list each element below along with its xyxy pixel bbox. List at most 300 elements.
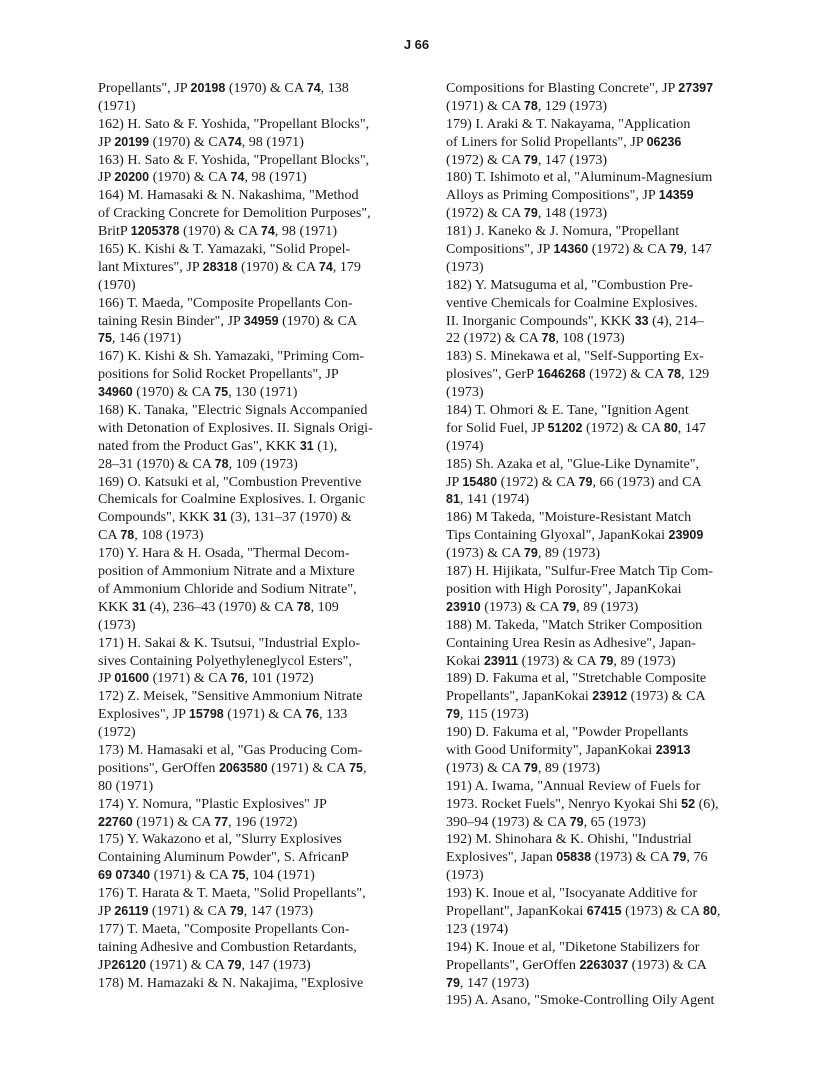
reference-line <box>446 814 738 832</box>
text-run: , 148 (1973) <box>537 205 608 222</box>
text-run: (1971) & CA <box>223 706 306 723</box>
text-run: (1973) & CA <box>446 545 524 562</box>
reference-line <box>446 259 738 277</box>
reference-line <box>446 509 738 527</box>
reference-line <box>98 903 390 921</box>
text-run: , 129 <box>680 366 710 383</box>
reference-line <box>98 366 390 384</box>
reference-line <box>98 742 390 760</box>
text-run: , 89 (1973) <box>537 545 601 562</box>
reference-line <box>98 778 390 796</box>
reference-line <box>446 706 738 724</box>
reference-line <box>98 474 390 492</box>
reference-line <box>98 134 390 152</box>
bold-number: 22760 <box>98 814 133 829</box>
text-run: , 147 <box>677 419 706 436</box>
bold-number: 79 <box>229 903 244 918</box>
text-run: taining Resin Binder", JP <box>98 312 244 329</box>
bold-number: 06236 <box>646 134 682 149</box>
bold-number: 23911 <box>483 653 519 668</box>
text-run: 80 (1971) <box>98 777 154 794</box>
bold-number: 1205378 <box>130 224 180 239</box>
reference-line <box>446 80 738 98</box>
text-run: , 196 (1972) <box>228 813 298 830</box>
text-run: 178) M. Hamazaki & N. Nakajima, "Explosive <box>98 974 364 991</box>
reference-line <box>98 241 390 259</box>
text-run: plosives", GerP <box>446 366 537 383</box>
text-run: Chemicals for Coalmine Explosives. I. Organic <box>98 491 366 508</box>
bold-number: 78 <box>120 528 135 543</box>
text-run: , 147 <box>683 241 712 258</box>
reference-line <box>446 939 738 957</box>
bold-number: 14360 <box>553 242 589 257</box>
reference-line <box>446 760 738 778</box>
reference-line <box>98 438 390 456</box>
reference-line <box>98 706 390 724</box>
reference-line <box>446 169 738 187</box>
bold-number: 20198 <box>190 81 226 95</box>
reference-line <box>446 330 738 348</box>
text-run: of Cracking Concrete for Demolition Purposes", <box>98 205 371 222</box>
text-run: , 138 <box>320 80 349 96</box>
text-run: 170) Y. Hara & H. Osada, "Thermal Decom- <box>98 545 350 562</box>
reference-line <box>446 491 738 509</box>
text-run: Containing Aluminum Powder", S. AfricanP <box>98 849 349 866</box>
text-run: 185) Sh. Azaka et al, "Glue-Like Dynamite", <box>446 455 699 472</box>
reference-line <box>446 313 738 331</box>
text-run: with Detonation of Explosives. II. Signals Origi- <box>98 419 373 436</box>
reference-line <box>98 456 390 474</box>
text-run: (1971) & CA <box>267 759 350 776</box>
text-run: 22 (1972) & CA <box>446 330 542 347</box>
text-run: (1972) & CA <box>585 366 668 383</box>
reference-line <box>446 98 738 116</box>
text-run: 28–31 (1970) & CA <box>98 455 215 472</box>
text-run: , <box>362 759 367 776</box>
text-run: 190) D. Fakuma et al, "Powder Propellants <box>446 724 689 741</box>
text-run: , 147 (1973) <box>243 902 314 919</box>
text-run: (1970) & CA <box>132 384 215 401</box>
text-run: 175) Y. Wakazono et al, "Slurry Explosives <box>98 831 342 848</box>
text-run: (1973) & CA <box>627 688 706 705</box>
reference-line <box>98 867 390 885</box>
text-run: 163) H. Sato & F. Yoshida, "Propellant Blocks", <box>98 151 370 168</box>
reference-line <box>98 313 390 331</box>
bold-number: 67415 <box>586 903 622 918</box>
bold-number: 75 <box>231 868 246 883</box>
bold-number: 79 <box>672 850 687 865</box>
text-run: Explosives", JP <box>98 706 189 723</box>
reference-line <box>446 635 738 653</box>
text-run: with Good Uniformity", JapanKokai <box>446 741 656 758</box>
text-run: 193) K. Inoue et al, "Isocyanate Additive for <box>446 885 698 902</box>
reference-line <box>98 420 390 438</box>
text-run: 177) T. Maeta, "Composite Propellants Con- <box>98 920 350 937</box>
bold-number: 80 <box>663 420 678 435</box>
reference-line <box>446 438 738 456</box>
text-run: sives Containing Polyethyleneglycol Esters", <box>98 652 352 669</box>
reference-line <box>98 724 390 742</box>
text-run: Compositions for Blasting Concrete", JP <box>446 80 679 96</box>
text-run: , 89 (1973) <box>576 598 639 615</box>
text-run: (1970) & CA <box>237 258 319 275</box>
reference-line <box>446 688 738 706</box>
reference-line <box>446 581 738 599</box>
bold-number: 2263037 <box>579 957 629 972</box>
bold-number: 75 <box>98 331 112 346</box>
text-run: (1973) & CA <box>621 902 703 919</box>
bold-number: 31 <box>299 438 314 453</box>
text-run: , 147 (1973) <box>537 151 608 168</box>
reference-line <box>446 992 738 1010</box>
bold-number: 79 <box>446 975 460 990</box>
text-run: (1), <box>313 437 338 454</box>
text-run: 179) I. Araki & T. Nakayama, "Application <box>446 115 691 132</box>
text-run: 192) M. Shinohara & K. Ohishi, "Industrial <box>446 831 692 848</box>
bold-number: 69 07340 <box>98 868 151 883</box>
text-run: ventive Chemicals for Coalmine Explosives. <box>446 294 698 311</box>
reference-line <box>98 581 390 599</box>
reference-line <box>98 169 390 187</box>
text-run: 172) Z. Meisek, "Sensitive Ammonium Nitrate <box>98 688 363 705</box>
text-run: Propellants", JP <box>98 80 191 96</box>
text-run: 164) M. Hamasaki & N. Nakashima, "Method <box>98 187 359 204</box>
reference-line <box>446 796 738 814</box>
text-run: , 130 (1971) <box>228 384 298 401</box>
text-run: , 109 (1973) <box>228 455 298 472</box>
text-run: Explosives", Japan <box>446 849 557 866</box>
text-run: 188) M. Takeda, "Match Striker Composition <box>446 616 703 633</box>
text-run: , 89 (1973) <box>613 652 676 669</box>
text-run: , 66 (1973) and CA <box>592 473 702 490</box>
text-run: taining Adhesive and Combustion Retardants, <box>98 938 357 955</box>
text-run: 187) H. Hijikata, "Sulfur-Free Match Tip Com- <box>446 563 713 580</box>
reference-line <box>446 384 738 402</box>
text-run: lant Mixtures", JP <box>98 258 203 275</box>
reference-line <box>446 617 738 635</box>
right-column <box>446 80 738 1010</box>
text-run: position with High Porosity", JapanKokai <box>446 580 682 597</box>
reference-line <box>98 330 390 348</box>
text-run: 184) T. Ohmori & E. Tane, "Ignition Agent <box>446 402 689 419</box>
text-run: (1973) & CA <box>480 598 563 615</box>
reference-line <box>98 885 390 903</box>
text-run: Tips Containing Glyoxal", JapanKokai <box>446 527 669 544</box>
text-run: 162) H. Sato & F. Yoshida, "Propellant Blocks", <box>98 115 370 132</box>
text-run: (1972) & CA <box>446 151 524 168</box>
reference-line <box>446 653 738 671</box>
reference-line <box>98 259 390 277</box>
text-run: position of Ammonium Nitrate and a Mixture <box>98 563 355 580</box>
bold-number: 31 <box>213 510 227 525</box>
bold-number: 52 <box>681 796 696 811</box>
bold-number: 20200 <box>114 170 150 185</box>
bold-number: 77 <box>214 814 229 829</box>
reference-line <box>98 402 390 420</box>
reference-line <box>446 241 738 259</box>
bold-number: 74 <box>318 259 333 274</box>
reference-line <box>446 295 738 313</box>
bold-number: 79 <box>523 546 538 561</box>
text-run: 165) K. Kishi & T. Yamazaki, "Solid Propel- <box>98 241 351 258</box>
reference-line <box>98 975 390 993</box>
text-run: (1973) & CA <box>518 652 600 669</box>
text-run: , 98 (1971) <box>274 223 338 240</box>
bold-number: 20199 <box>114 134 150 149</box>
text-run: Containing Urea Resin as Adhesive", Japan- <box>446 634 696 651</box>
bold-number: 79 <box>227 957 242 972</box>
reference-line <box>98 116 390 134</box>
text-run: Propellants", GerOffen <box>446 956 580 973</box>
reference-line <box>446 205 738 223</box>
text-run: (1974) <box>446 437 484 454</box>
bold-number: 27397 <box>678 81 714 95</box>
reference-line <box>446 474 738 492</box>
text-run: (1970) & CA <box>149 169 231 186</box>
text-run: (1973) <box>446 867 484 884</box>
reference-line <box>98 384 390 402</box>
reference-line <box>446 134 738 152</box>
bold-number: 26119 <box>114 903 149 918</box>
text-run: (1970) & CA <box>179 223 261 240</box>
bold-number: 15798 <box>188 707 224 722</box>
text-run: 123 (1974) <box>446 920 509 937</box>
reference-line <box>446 975 738 993</box>
bold-number: 81 <box>446 492 460 507</box>
text-run: (4), 236–43 (1970) & CA <box>145 598 297 615</box>
reference-line <box>446 778 738 796</box>
reference-line <box>446 223 738 241</box>
text-run: , 147 (1973) <box>241 956 311 973</box>
text-run: (1973) <box>98 616 136 633</box>
text-run: Kokai <box>446 652 484 669</box>
bold-number: 79 <box>446 707 460 722</box>
text-run: 390–94 (1973) & CA <box>446 813 570 830</box>
bold-number: 79 <box>599 653 614 668</box>
bold-number: 51202 <box>547 420 583 435</box>
bold-number: 79 <box>523 152 538 167</box>
reference-line <box>98 653 390 671</box>
text-run: (1971) & CA <box>146 956 228 973</box>
reference-line <box>98 670 390 688</box>
reference-line <box>446 402 738 420</box>
bold-number: 23910 <box>446 599 481 614</box>
reference-line <box>98 491 390 509</box>
text-run: (1972) & CA <box>582 419 664 436</box>
reference-line <box>98 563 390 581</box>
text-run: (1972) & CA <box>497 473 579 490</box>
text-run: 167) K. Kishi & Sh. Yamazaki, "Priming Com- <box>98 348 365 365</box>
text-run: (3), 131–37 (1970) & <box>226 509 352 526</box>
reference-line <box>446 724 738 742</box>
reference-line <box>98 152 390 170</box>
text-run: , 179 <box>332 258 361 275</box>
bold-number: 23913 <box>655 742 691 757</box>
reference-line <box>98 796 390 814</box>
bold-number: 79 <box>562 599 577 614</box>
text-run: CA <box>98 527 121 544</box>
reference-line <box>446 116 738 134</box>
text-run: JP <box>98 902 115 919</box>
bold-number: 78 <box>296 599 311 614</box>
bold-number: 79 <box>523 206 538 221</box>
text-run: (1971) & CA <box>150 867 232 884</box>
bold-number: 31 <box>132 599 146 614</box>
text-run: (1971) & CA <box>446 97 524 114</box>
text-run: 171) H. Sakai & K. Tsutsui, "Industrial Explo- <box>98 634 361 651</box>
bold-number: 76 <box>230 671 245 686</box>
bold-number: 23909 <box>668 528 704 543</box>
reference-line <box>446 903 738 921</box>
text-run: 189) D. Fakuma et al, "Stretchable Composite <box>446 670 707 687</box>
bold-number: 78 <box>214 456 229 471</box>
text-run: , <box>716 902 721 919</box>
page-number: J 66 <box>403 37 430 52</box>
bold-number: 23912 <box>592 689 628 704</box>
text-run: , 76 <box>686 849 708 866</box>
text-run: (1971) <box>98 97 136 114</box>
reference-line <box>98 187 390 205</box>
text-run: (1972) <box>98 724 136 741</box>
reference-line <box>98 223 390 241</box>
reference-line <box>446 527 738 545</box>
text-run: , 108 (1973) <box>555 330 625 347</box>
reference-line <box>446 366 738 384</box>
reference-line <box>446 599 738 617</box>
text-run: 176) T. Harata & T. Maeta, "Solid Propellants", <box>98 885 366 902</box>
text-run: , 146 (1971) <box>111 330 182 347</box>
text-run: (1971) & CA <box>148 902 230 919</box>
bold-number: 79 <box>569 814 584 829</box>
bold-number: 26120 <box>111 957 147 972</box>
text-run: , 98 (1971) <box>241 133 304 150</box>
text-run: JP <box>98 169 115 186</box>
reference-line <box>446 152 738 170</box>
text-run: (1973) & CA <box>591 849 673 866</box>
text-run: positions for Solid Rocket Propellants", JP <box>98 366 339 383</box>
text-run: , 133 <box>319 706 348 723</box>
bold-number: 79 <box>669 242 684 257</box>
reference-line <box>98 599 390 617</box>
bold-number: 34959 <box>243 313 279 328</box>
reference-line <box>98 760 390 778</box>
text-run: Propellants", JapanKokai <box>446 688 593 705</box>
text-run: JP <box>98 956 112 973</box>
reference-line <box>98 295 390 313</box>
text-run: 186) M Takeda, "Moisture-Resistant Match <box>446 509 692 526</box>
text-run: JP <box>98 670 115 687</box>
bold-number: 34960 <box>98 385 133 400</box>
text-run: , 147 (1973) <box>459 974 530 991</box>
text-run: Compositions", JP <box>446 241 554 258</box>
bold-number: 1646268 <box>536 367 586 382</box>
bold-number: 80 <box>703 903 717 918</box>
reference-line <box>446 348 738 366</box>
reference-line <box>98 348 390 366</box>
text-run: BritP <box>98 223 131 240</box>
text-run: , 101 (1972) <box>244 670 314 687</box>
reference-line <box>98 527 390 545</box>
text-run: (1970) & CA <box>225 80 307 96</box>
reference-line <box>98 688 390 706</box>
text-run: , 115 (1973) <box>459 706 529 723</box>
text-run: Propellant", JapanKokai <box>446 902 587 919</box>
text-run: (1973) & CA <box>628 956 707 973</box>
reference-line <box>446 831 738 849</box>
text-run: JP <box>446 473 463 490</box>
bold-number: 74 <box>306 81 321 95</box>
bold-number: 75 <box>349 760 363 775</box>
bold-number: 78 <box>541 331 556 346</box>
text-run: , 129 (1973) <box>537 97 608 114</box>
text-run: 173) M. Hamasaki et al, "Gas Producing Com- <box>98 741 363 758</box>
text-run: , 98 (1971) <box>244 169 307 186</box>
reference-line <box>446 545 738 563</box>
text-run: (1971) & CA <box>149 670 231 687</box>
text-run: 195) A. Asano, "Smoke-Controlling Oily Agent <box>446 992 715 1009</box>
text-run: II. Inorganic Compounds", KKK <box>446 312 635 329</box>
reference-line <box>446 867 738 885</box>
text-run: nated from the Product Gas", KKK <box>98 437 300 454</box>
reference-line <box>98 635 390 653</box>
reference-line <box>98 80 390 98</box>
reference-line <box>98 98 390 116</box>
text-run: 183) S. Minekawa et al, "Self-Supporting Ex- <box>446 348 704 365</box>
text-run: KKK <box>98 598 133 615</box>
text-run: 174) Y. Nomura, "Plastic Explosives" JP <box>98 795 327 812</box>
reference-line <box>446 670 738 688</box>
bold-number: 78 <box>667 367 681 382</box>
reference-line <box>98 831 390 849</box>
bold-number: 05838 <box>556 850 592 865</box>
reference-line <box>446 563 738 581</box>
reference-line <box>98 921 390 939</box>
bold-number: 01600 <box>114 671 150 686</box>
reference-line <box>446 420 738 438</box>
text-run: , 89 (1973) <box>537 759 601 776</box>
text-run: of Ammonium Chloride and Sodium Nitrate", <box>98 580 357 597</box>
reference-line <box>446 957 738 975</box>
bold-number: 28318 <box>202 259 238 274</box>
text-run: (1970) <box>98 276 136 293</box>
bold-number: 75 <box>214 385 229 400</box>
bold-number: 2063580 <box>218 760 268 775</box>
text-run: , 104 (1971) <box>245 867 315 884</box>
reference-line <box>98 509 390 527</box>
reference-line <box>446 277 738 295</box>
text-run: Compounds", KKK <box>98 509 213 526</box>
reference-line <box>446 456 738 474</box>
text-run: (1973) & CA <box>446 759 524 776</box>
bold-number: 78 <box>523 98 538 113</box>
reference-line <box>446 921 738 939</box>
text-run: 169) O. Katsuki et al, "Combustion Preventive <box>98 473 362 490</box>
text-run: 168) K. Tanaka, "Electric Signals Accompanied <box>98 402 368 419</box>
text-run: positions", GerOffen <box>98 759 219 776</box>
bold-number: 74 <box>260 224 275 239</box>
reference-line <box>98 957 390 975</box>
text-run: (6), <box>695 795 719 812</box>
reference-line <box>98 205 390 223</box>
text-run: (1973) <box>446 258 484 275</box>
text-run: 1973. Rocket Fuels", Nenryo Kyokai Shi <box>446 795 682 812</box>
reference-line <box>98 617 390 635</box>
reference-line <box>98 545 390 563</box>
bold-number: 33 <box>634 313 649 328</box>
text-run: Alloys as Priming Compositions", JP <box>446 187 659 204</box>
text-run: (1973) <box>446 384 484 401</box>
text-run: (1972) & CA <box>446 205 524 222</box>
